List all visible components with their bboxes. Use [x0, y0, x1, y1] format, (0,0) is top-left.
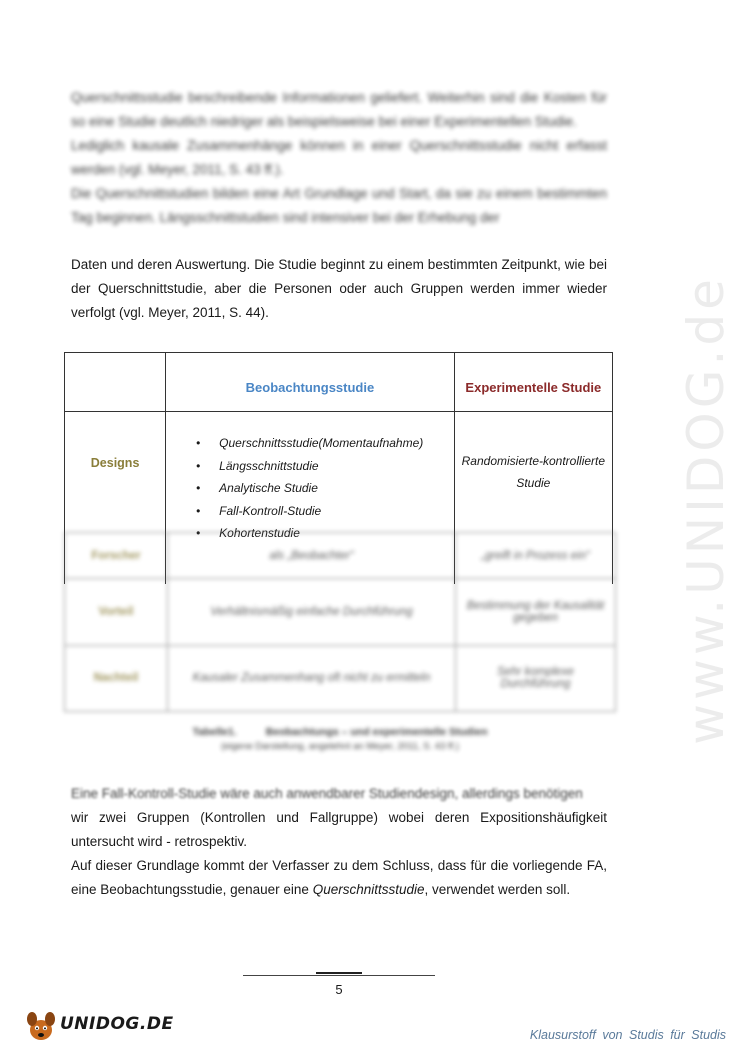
header-experimentelle-studie: Experimentelle Studie — [454, 353, 612, 412]
table-row — [65, 533, 616, 579]
blurred-paragraph-3: Die Querschnittstudien bilden eine Art Grundlage und Start, da sie zu einem bestimmten Tag beginnen. Längsschnittstudien sind intensiver bei der Erhebung der — [71, 186, 607, 225]
footer-tagline: Klausurstoff von Studis für Studis — [529, 1028, 726, 1042]
row-label-forscher: Forscher — [65, 533, 168, 579]
body-text-top — [71, 253, 607, 325]
cell-obs: Verhältnismäßig einfache Durchführung — [168, 579, 456, 645]
list-item: • Analytische Studie — [196, 477, 454, 500]
watermark-text: www.UNIDOG.de — [677, 275, 736, 745]
cell-obs: Kausaler Zusammenhang oft nicht zu ermitteln — [168, 645, 456, 711]
row-label-vorteil: Vorteil — [65, 579, 168, 645]
row-label-designs: Designs — [65, 412, 166, 585]
exp-designs-cell: Randomisierte-kontrollierte Studie — [454, 412, 612, 585]
cell-obs: als „Beobachter“ — [168, 533, 456, 579]
partially-obscured-line: Eine Fall-Kontroll-Studie wäre auch anwendbarer Studiendesign, allerdings benötigen — [71, 786, 583, 801]
header-empty-cell — [65, 353, 166, 412]
table-caption-source: (eigene Darstellung, angelehnt an Meyer, 2011, S. 43 ff.) — [221, 741, 459, 752]
cell-exp: Bestimmung der Kausalität gegeben — [456, 579, 616, 645]
page-number: 5 — [335, 982, 343, 997]
unidog-logo — [24, 1010, 174, 1046]
paragraph-conclusion — [71, 854, 607, 902]
table-row — [65, 579, 616, 645]
logo-wordmark: UNIDOG.DE — [60, 1014, 174, 1034]
body-text-bottom — [71, 782, 607, 902]
paragraph-laengsschnitt: Daten und deren Auswertung. Die Studie beginnt zu einem bestimmten Zeitpunkt, wie bei der Querschnittstudie, aber die Personen oder auch Gruppen werden immer wieder verfolgt (vgl. Meyer, 2011, S. 44). — [71, 257, 607, 320]
blurred-text-top — [71, 86, 607, 230]
list-item: • Längsschnittstudie — [196, 455, 454, 478]
table-header-row — [65, 353, 613, 412]
cell-exp: „greift in Prozess ein“ — [456, 533, 616, 579]
row-label-nachteil: Nachteil — [65, 645, 168, 711]
blurred-paragraph-2: Lediglich kausale Zusammenhänge können in einer Querschnittsstudie nicht erfasst werden (vgl. Meyer, 2011, S. 43 ff.). — [71, 138, 607, 177]
blurred-paragraph-1: Querschnittsstudie beschreibende Informationen geliefert. Weiterhin sind die Kosten für so eine Studie deutlich niedriger als beispielsweise bei einer Experimentellen Studie. — [71, 90, 607, 129]
list-item: • Querschnittsstudie(Momentaufnahme) — [196, 432, 454, 455]
cell-exp: Sehr komplexe Durchführung — [456, 645, 616, 711]
blurred-table-rows — [64, 532, 616, 712]
footer-rule — [243, 975, 435, 976]
list-item: • Fall-Kontroll-Studie — [196, 500, 454, 523]
dog-logo-icon — [24, 1010, 58, 1044]
obs-designs-list — [166, 412, 454, 545]
table-row — [65, 645, 616, 711]
watermark — [677, 275, 736, 745]
footer-rule-mark — [316, 972, 362, 974]
list-item: • Kohortenstudie — [196, 522, 454, 545]
conclusion-text: Auf dieser Grundlage kommt der Verfasser zu dem Schluss, dass für die vorliegende FA, eine Beobachtungsstudie, genauer eine — [71, 858, 607, 897]
paragraph-fall-kontroll: wir zwei Gruppen (Kontrollen und Fallgruppe) wobei deren Expositionshäufigkeit untersucht wird - retrospektiv. — [71, 810, 607, 849]
conclusion-emphasis: Querschnittsstudie — [312, 882, 425, 897]
table-caption: Tabelle1. Beobachtungs – und experimentelle Studien — [192, 726, 488, 738]
header-beobachtungsstudie: Beobachtungsstudie — [166, 353, 455, 412]
conclusion-text-end: , verwendet werden soll. — [424, 882, 571, 897]
